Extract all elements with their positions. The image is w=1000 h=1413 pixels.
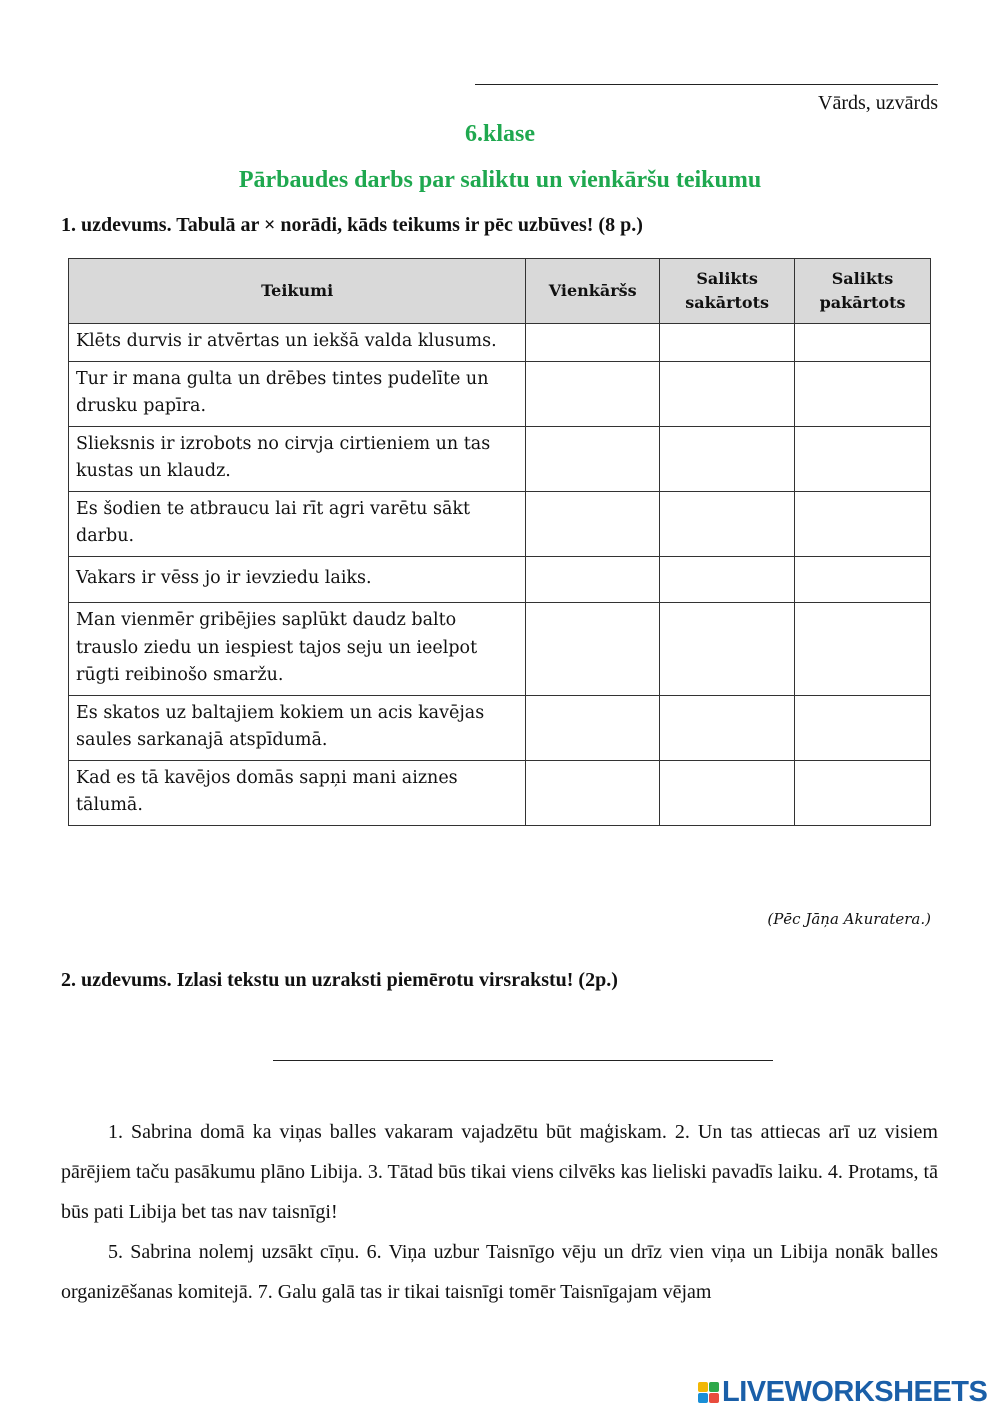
answer-cell-subordinate[interactable] — [795, 426, 931, 491]
col-header-complex-line2: pakārtots — [819, 293, 906, 312]
text-paragraph-2: 5. Sabrina nolemj uzsākt cīņu. 6. Viņa uzbur Taisnīgo vēju un drīz vien viņa un Libija nonāk balles organizēšanas komitejā. 7. Galu galā tas ir tikai taisnīgi tomēr Taisnīgajam vējam — [61, 1241, 938, 1303]
name-input-line[interactable] — [475, 84, 938, 85]
answer-cell-simple[interactable] — [526, 426, 660, 491]
name-label: Vārds, uzvārds — [818, 92, 938, 114]
answer-cell-simple[interactable] — [526, 556, 660, 603]
answer-cell-subordinate[interactable] — [795, 361, 931, 426]
answer-cell-simple[interactable] — [526, 695, 660, 760]
answer-cell-coordinate[interactable] — [660, 426, 795, 491]
sentence-text: Klēts durvis ir atvērtas un iekšā valda klusums. — [69, 324, 526, 362]
worksheet-title: Pārbaudes darbs par saliktu un vienkāršu teikumu — [238, 167, 762, 193]
sentence-text: Man vienmēr gribējies saplūkt daudz balto trauslo ziedu un iespiest tajos seju un ieelpot rūgti reibinošo smaržu. — [69, 603, 526, 696]
logo-text: LIVEWORKSHEETS — [722, 1376, 988, 1408]
task2-heading: 2. uzdevums. Izlasi tekstu un uzraksti piemērotu virsrakstu! (2p.) — [61, 969, 618, 991]
table-row — [69, 361, 931, 426]
sentence-text: Slieksnis ir izrobots no cirvja cirtieniem un tas kustas un klaudz. — [69, 426, 526, 491]
answer-cell-coordinate[interactable] — [660, 760, 795, 825]
table-row — [69, 695, 931, 760]
table-row — [69, 603, 931, 696]
answer-cell-subordinate[interactable] — [795, 324, 931, 362]
source-citation: (Pēc Jāņa Akuratera.) — [767, 910, 931, 928]
table-row — [69, 491, 931, 556]
answer-cell-simple[interactable] — [526, 361, 660, 426]
answer-cell-simple[interactable] — [526, 324, 660, 362]
answer-cell-coordinate[interactable] — [660, 556, 795, 603]
answer-cell-coordinate[interactable] — [660, 695, 795, 760]
table-row — [69, 426, 931, 491]
title-answer-line[interactable] — [273, 1060, 773, 1061]
col-header-simple: Vienkāršs — [526, 259, 660, 324]
liveworksheets-logo-icon — [698, 1382, 719, 1403]
sentence-text: Kad es tā kavējos domās sapņi mani aiznes tālumā. — [69, 760, 526, 825]
col-header-compound-subordinate — [795, 259, 931, 324]
sentence-text: Vakars ir vēss jo ir ievziedu laiks. — [69, 556, 526, 603]
table-header-row — [69, 259, 931, 324]
answer-cell-coordinate[interactable] — [660, 603, 795, 696]
sentence-text: Tur ir mana gulta un drēbes tintes pudelīte un drusku papīra. — [69, 361, 526, 426]
answer-cell-subordinate[interactable] — [795, 695, 931, 760]
grade-label: 6.klase — [464, 121, 535, 147]
table-row — [69, 760, 931, 825]
table-row — [69, 324, 931, 362]
col-header-sentences: Teikumi — [69, 259, 526, 324]
col-header-complex-line1: Salikts — [831, 269, 894, 288]
answer-cell-subordinate[interactable] — [795, 603, 931, 696]
answer-cell-coordinate[interactable] — [660, 491, 795, 556]
col-header-compound-line1: Salikts — [696, 269, 758, 288]
liveworksheets-logo — [698, 1376, 987, 1409]
text-paragraph-1: 1. Sabrina domā ka viņas balles vakaram vajadzētu būt maģiskam. 2. Un tas attiecas arī uz visiem pārējiem taču pasākumu plāno Libija. 3. Tātad būs tikai viens cilvēks kas lieliski pavadīs laiku. 4. Protams, tā būs pati Libija bet tas nav taisnīgi! — [61, 1121, 938, 1223]
answer-cell-subordinate[interactable] — [795, 491, 931, 556]
task1-heading: 1. uzdevums. Tabulā ar × norādi, kāds teikums ir pēc uzbūves! (8 p.) — [61, 214, 643, 236]
answer-cell-simple[interactable] — [526, 491, 660, 556]
answer-cell-subordinate[interactable] — [795, 760, 931, 825]
sentence-text: Es šodien te atbraucu lai rīt agri varētu sākt darbu. — [69, 491, 526, 556]
answer-cell-coordinate[interactable] — [660, 361, 795, 426]
sentence-text: Es skatos uz baltajiem kokiem un acis kavējas saules sarkanajā atspīdumā. — [69, 695, 526, 760]
answer-cell-subordinate[interactable] — [795, 556, 931, 603]
col-header-compound-line2: sakārtots — [685, 293, 769, 312]
table-row — [69, 556, 931, 603]
answer-cell-simple[interactable] — [526, 603, 660, 696]
answer-cell-coordinate[interactable] — [660, 324, 795, 362]
col-header-compound-coordinate — [660, 259, 795, 324]
answer-cell-simple[interactable] — [526, 760, 660, 825]
sentence-table — [68, 258, 931, 826]
